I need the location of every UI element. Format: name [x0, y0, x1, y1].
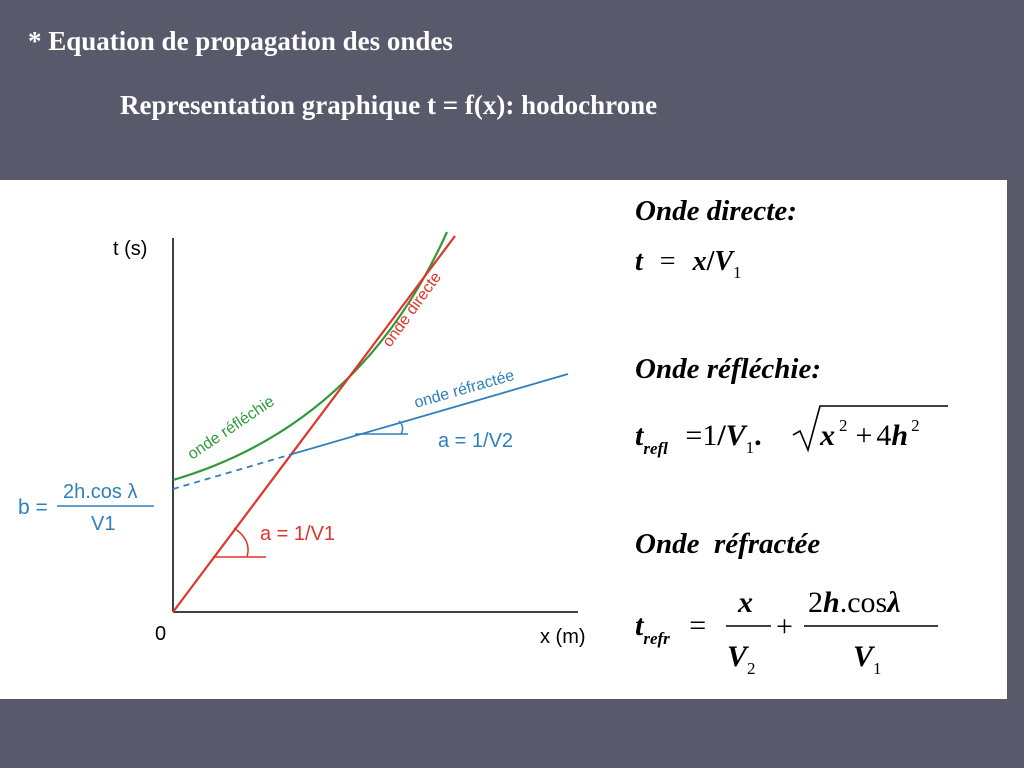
- direct-equation: [635, 246, 742, 282]
- content-panel: [0, 180, 1007, 699]
- reflected-x-exp: 2: [839, 416, 848, 435]
- reflected-plus: +: [855, 419, 873, 452]
- reflected-equation-lhs: [635, 419, 762, 461]
- refracted-frac2-h: h: [823, 586, 840, 619]
- reflected-x: x: [820, 419, 835, 452]
- hodochrone-diagram: [0, 180, 1007, 699]
- origin-label: 0: [155, 623, 167, 645]
- refracted-wave-label: onde réfractée: [412, 367, 517, 412]
- slide-subtitle: Representation graphique t = f(x): hodochrone: [120, 90, 658, 120]
- reflected-equation-radicand: [819, 416, 920, 452]
- reflected-h-exp: 2: [911, 416, 920, 435]
- reflected-one: 1: [702, 419, 718, 452]
- refracted-slope-label: a = 1/V2: [438, 430, 514, 452]
- refracted-plus: +: [776, 610, 793, 643]
- direct-eq-sign: =: [659, 246, 676, 277]
- refracted-frac1-numerator: x: [738, 586, 753, 619]
- direct-t: t: [635, 246, 643, 277]
- reflected-equation-title: Onde réfléchie:: [635, 353, 822, 385]
- reflected-t: t: [635, 419, 644, 452]
- direct-slope-arc: [234, 528, 248, 557]
- slide-title: * Equation de propagation des ondes: [28, 26, 453, 56]
- reflected-v-sub: 1: [745, 438, 755, 457]
- refracted-equation-title: Onde réfractée: [635, 528, 821, 560]
- refracted-frac2-v: V: [853, 640, 874, 673]
- intercept-prefix: b =: [18, 496, 48, 519]
- reflected-slash: /: [717, 419, 726, 452]
- reflected-h: h: [891, 419, 909, 452]
- refracted-equation-lhs: [635, 609, 706, 651]
- reflected-v: V: [725, 419, 746, 452]
- refracted-frac2-denominator: [853, 640, 882, 678]
- direct-v-sub: 1: [733, 263, 742, 282]
- direct-wave-label: onde directe: [379, 269, 445, 351]
- direct-x: x: [692, 246, 707, 277]
- direct-equation-title: Onde directe:: [635, 195, 797, 227]
- reflected-wave-label: onde réfléchie: [184, 393, 278, 464]
- refracted-t: t: [635, 609, 644, 642]
- reflected-t-sub: refl: [643, 439, 668, 458]
- refracted-eq-sign: =: [689, 609, 707, 642]
- reflected-eq-sign: =: [685, 419, 703, 452]
- intercept-numerator: 2h.cos λ: [63, 481, 138, 503]
- refracted-wave-line: [289, 374, 568, 455]
- direct-slash: /: [706, 246, 715, 277]
- refracted-frac2-lambda: λ: [887, 586, 901, 619]
- refracted-frac2-numerator: [808, 586, 901, 619]
- direct-wave-line: [173, 236, 455, 612]
- direct-v: V: [714, 246, 734, 277]
- refracted-t-sub: refr: [643, 629, 670, 648]
- refracted-frac2-cos: .cos: [839, 586, 888, 619]
- x-axis-label: x (m): [540, 626, 586, 648]
- refracted-frac1-v: V: [727, 640, 748, 673]
- refracted-frac1-v-sub: 2: [747, 659, 756, 678]
- intercept-denominator: V1: [91, 513, 116, 535]
- refracted-frac2-v-sub: 1: [873, 659, 882, 678]
- reflected-dot: .: [754, 419, 762, 452]
- refracted-wave-extension: [173, 455, 289, 489]
- reflected-four: 4: [876, 419, 892, 452]
- y-axis-label: t (s): [113, 238, 148, 260]
- refracted-frac1-denominator: [727, 640, 756, 678]
- direct-slope-label: a = 1/V1: [260, 523, 336, 545]
- refracted-frac2-two: 2: [808, 586, 823, 619]
